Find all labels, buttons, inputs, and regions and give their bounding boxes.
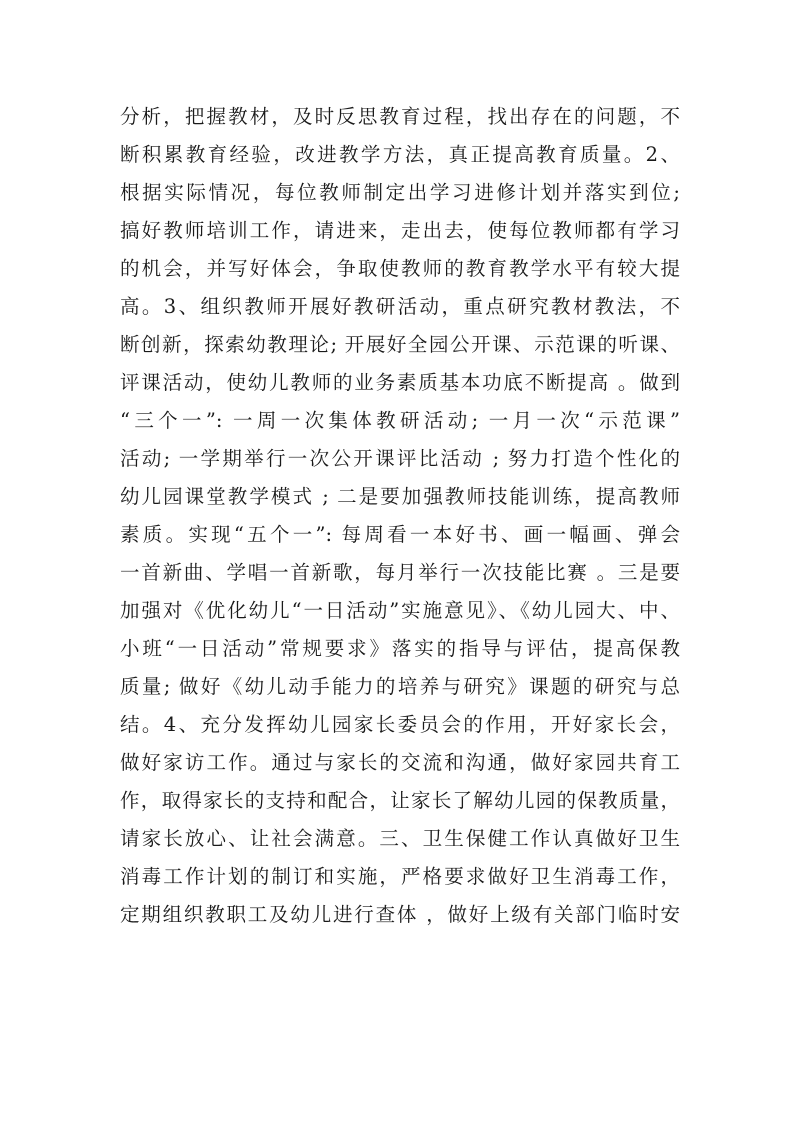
text-line: 活动; 一学期举行一次公开课评比活动 ; 努力打造个性化的 — [120, 447, 680, 470]
text-line: 断创新，探索幼教理论; 开展好全园公开课、示范课的听课、 — [120, 333, 680, 356]
text-line: 高。3、组织教师开展好教研活动，重点研究教材教法，不 — [120, 295, 680, 318]
text-line: “三个一”: 一周一次集体教研活动; 一月一次“示范课” — [120, 409, 680, 432]
text-line: 加强对《优化幼儿“一日活动”实施意见》、《幼儿园大、中、 — [120, 599, 680, 622]
text-line: 请家长放心、让社会满意。三、卫生保健工作认真做好卫生 — [120, 827, 680, 850]
text-line: 一首新曲、学唱一首新歌，每月举行一次技能比赛 。三是要 — [120, 561, 680, 584]
text-line: 幼儿园课堂教学模式 ; 二是要加强教师技能训练，提高教师 — [120, 485, 680, 508]
text-line: 评课活动，使幼儿教师的业务素质基本功底不断提高 。做到 — [120, 371, 680, 394]
text-line: 断积累教育经验，改进教学方法，真正提高教育质量。2、 — [120, 143, 680, 166]
text-line: 结。4、充分发挥幼儿园家长委员会的作用，开好家长会， — [120, 713, 680, 736]
text-line: 的机会，并写好体会，争取使教师的教育教学水平有较大提 — [120, 257, 680, 280]
text-line: 定期组织教职工及幼儿进行查体 ，做好上级有关部门临时安 — [120, 903, 680, 926]
text-line: 搞好教师培训工作，请进来，走出去，使每位教师都有学习 — [120, 219, 680, 242]
body-text — [120, 98, 680, 934]
text-line: 消毒工作计划的制订和实施，严格要求做好卫生消毒工作， — [120, 865, 680, 888]
text-line: 质量; 做好《幼儿动手能力的培养与研究》课题的研究与总 — [120, 675, 680, 698]
text-line: 分析，把握教材，及时反思教育过程，找出存在的问题，不 — [120, 105, 680, 128]
text-line: 根据实际情况，每位教师制定出学习进修计划并落实到位; — [120, 181, 680, 204]
text-line: 作，取得家长的支持和配合，让家长了解幼儿园的保教质量， — [120, 789, 680, 812]
text-line: 小班“一日活动”常规要求》落实的指导与评估，提高保教 — [120, 637, 680, 660]
text-line: 做好家访工作。通过与家长的交流和沟通，做好家园共育工 — [120, 751, 680, 774]
text-line: 素质。实现“五个一”: 每周看一本好书、画一幅画、弹会 — [120, 523, 680, 546]
